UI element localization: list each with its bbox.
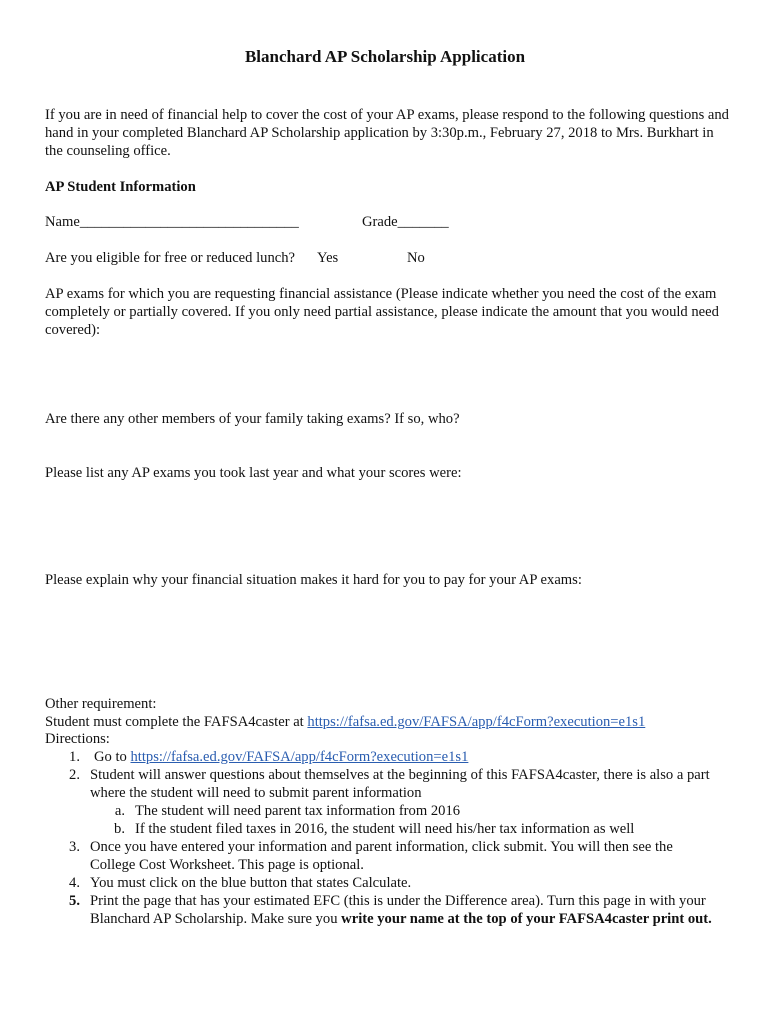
substep-a-text: The student will need parent tax information from 2016 xyxy=(135,803,461,819)
lunch-yes-option: Yes xyxy=(317,250,339,266)
step-number: 5. xyxy=(69,893,80,909)
section-heading: AP Student Information xyxy=(45,179,196,195)
step-5-bold: write your name at the top of your FAFSA4caster print out. xyxy=(341,911,712,927)
substep-b-text: If the student filed taxes in 2016, the student will need his/her tax information as well xyxy=(135,821,635,837)
step-1-prefix: Go to xyxy=(94,749,127,765)
fafsa-line xyxy=(45,713,645,731)
step-number: 3. xyxy=(69,839,80,855)
directions-label: Directions: xyxy=(45,731,110,747)
step-1-link[interactable]: https://fafsa.ed.gov/FAFSA/app/f4cForm?execution=e1s1 xyxy=(130,749,469,765)
step-2-text: Student will answer questions about themselves at the beginning of this FAFSA4caster, there is also a part where the student will need to submit parent information xyxy=(90,767,710,801)
other-requirement-label: Other requirement: xyxy=(45,696,157,712)
step-5-plain: Print the page that has your estimated EFC (this is under the Difference area). Turn this page in with your Blanchard AP Scholarship. Make sure you xyxy=(90,893,706,927)
substep-letter: b. xyxy=(114,821,125,837)
step-4-text: You must click on the blue button that states Calculate. xyxy=(90,875,412,891)
fafsa-link[interactable]: https://fafsa.ed.gov/FAFSA/app/f4cForm?execution=e1s1 xyxy=(307,714,646,730)
grade-field-label: Grade_______ xyxy=(362,214,449,230)
name-field-label: Name______________________________ xyxy=(45,214,299,230)
substep-letter: a. xyxy=(114,803,125,819)
document-title: Blanchard AP Scholarship Application xyxy=(244,47,526,66)
lunch-no-option: No xyxy=(407,250,425,266)
step-number: 1. xyxy=(69,749,80,765)
lunch-question: Are you eligible for free or reduced lunch? xyxy=(45,250,296,266)
fafsa-line-prefix: Student must complete the FAFSA4caster at xyxy=(45,714,304,730)
intro-paragraph: If you are in need of financial help to cover the cost of your AP exams, please respond to the following questions and hand in your completed Blanchard AP Scholarship application by 3:30p.m., February 27, 2018 to Mrs. Burkhart in the counseling office. xyxy=(45,107,729,159)
family-question: Are there any other members of your family taking exams? If so, who? xyxy=(45,411,460,427)
hardship-question: Please explain why your financial situation makes it hard for you to pay for your AP exams: xyxy=(45,572,582,588)
last-year-question: Please list any AP exams you took last year and what your scores were: xyxy=(45,465,462,481)
exams-question: AP exams for which you are requesting financial assistance (Please indicate whether you need the cost of the exam completely or partially covered. If you only need partial assistance, please indicate the amount that you would need covered): xyxy=(45,286,719,338)
step-number: 4. xyxy=(69,875,80,891)
step-number: 2. xyxy=(69,767,80,783)
step-3-text: Once you have entered your information and parent information, click submit. You will then see the College Cost Worksheet. This page is optional. xyxy=(90,839,673,873)
step-5-text xyxy=(90,892,720,928)
step-1-text xyxy=(94,748,714,766)
